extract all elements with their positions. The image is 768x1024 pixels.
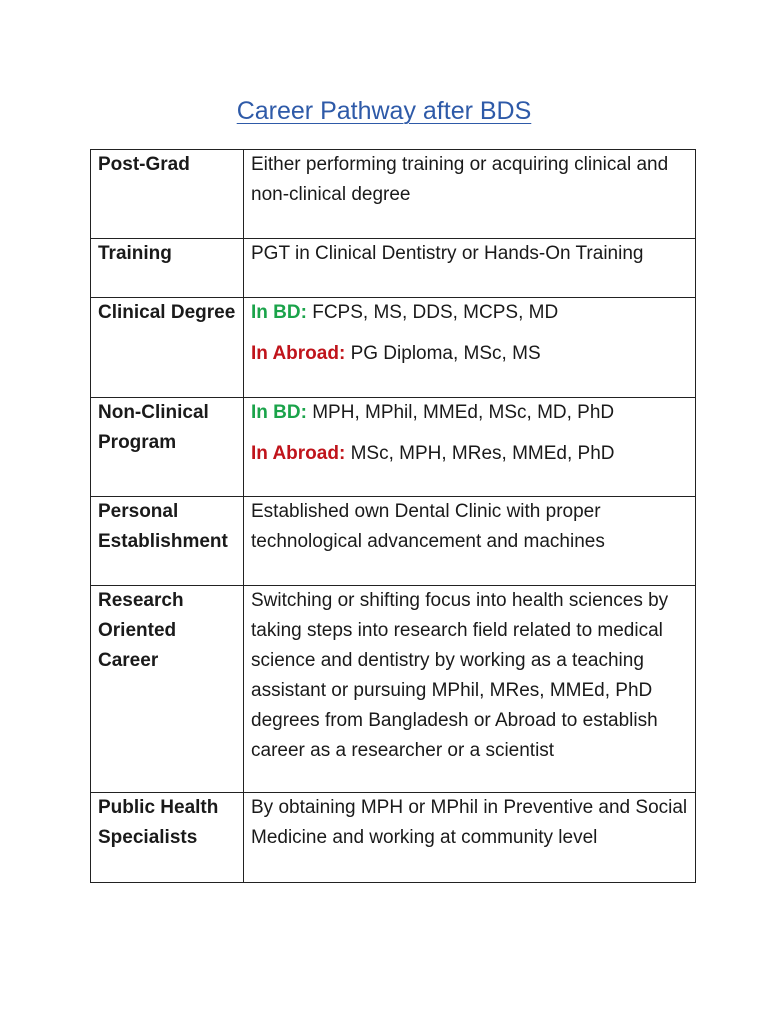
row-label: Personal Establishment [91, 497, 244, 586]
table-row [91, 497, 696, 586]
in-abroad-line [251, 439, 689, 469]
row-label: Clinical Degree [91, 298, 244, 398]
table-row [91, 150, 696, 239]
in-abroad-tag: In Abroad: [251, 443, 346, 464]
in-bd-line [251, 398, 689, 428]
in-abroad-tag: In Abroad: [251, 343, 346, 364]
in-bd-tag: In BD: [251, 402, 307, 423]
row-description: Either performing training or acquiring clinical and non-clinical degree [244, 150, 696, 239]
row-description: By obtaining MPH or MPhil in Preventive and Social Medicine and working at community level [244, 793, 696, 883]
in-bd-line [251, 298, 689, 328]
in-bd-tag: In BD: [251, 302, 307, 323]
table-row [91, 298, 696, 398]
row-label: Public Health Specialists [91, 793, 244, 883]
row-description: Established own Dental Clinic with proper technological advancement and machines [244, 497, 696, 586]
table-row [91, 586, 696, 793]
in-abroad-text: PG Diploma, MSc, MS [345, 343, 541, 364]
table-row [91, 793, 696, 883]
row-description [244, 298, 696, 398]
row-description [244, 398, 696, 497]
row-label: Post-Grad [91, 150, 244, 239]
page-title: Career Pathway after BDS [236, 97, 532, 125]
row-description: PGT in Clinical Dentistry or Hands-On Training [244, 239, 696, 298]
table-row [91, 239, 696, 298]
row-label: Research Oriented Career [91, 586, 244, 793]
career-pathway-table [90, 149, 696, 883]
row-description: Switching or shifting focus into health sciences by taking steps into research field related to medical science and dentistry by working as a teaching assistant or pursuing MPhil, MRes, MMEd, PhD degrees from Bangladesh or Abroad to establish career as a researcher or a scientist [244, 586, 696, 793]
table-row [91, 398, 696, 497]
row-label: Non-Clinical Program [91, 398, 244, 497]
row-label: Training [91, 239, 244, 298]
in-bd-text: FCPS, MS, DDS, MCPS, MD [306, 302, 559, 323]
in-abroad-line [251, 339, 689, 369]
in-bd-text: MPH, MPhil, MMEd, MSc, MD, PhD [306, 402, 615, 423]
in-abroad-text: MSc, MPH, MRes, MMEd, PhD [345, 443, 615, 464]
